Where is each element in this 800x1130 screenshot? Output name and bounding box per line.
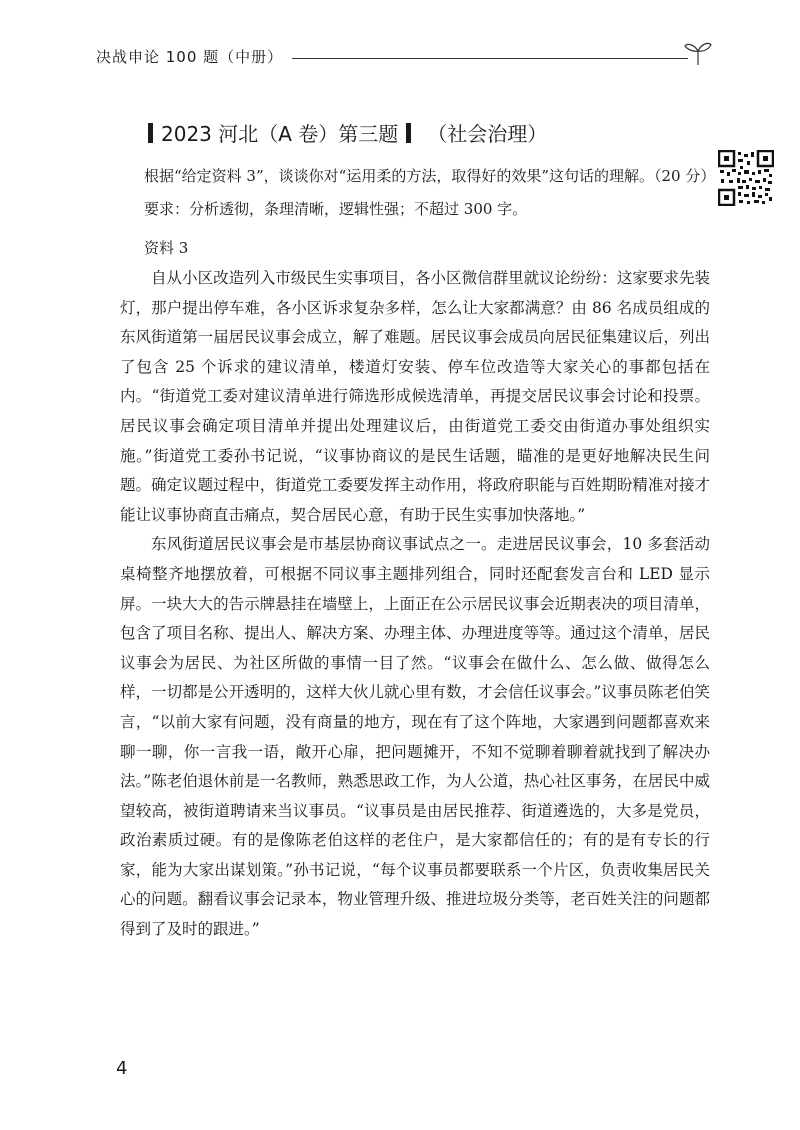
question-category: （社会治理） bbox=[427, 122, 548, 146]
material-paragraph: 东风街道居民议事会是市基层协商议事试点之一。走进居民议事会，10 多套活动桌椅整齐地摆放着，可根据不同议事主题排列组合，同时还配套发言台和 LED 显示屏。一块大大的告示牌悬挂在墙壁上，上面正在公示居民议事会近期表决的项目清单，包含了项目名称、提出人、解决方案、办理主体、办理进度等等。通过这个清单，居民议事会为居民、为社区所做的事情一目了然。“议事会在做什么、怎么做、做得怎么样，一切都是公开透明的，这样大伙儿就心里有数，才会信任议事会。”议事员陈老伯笑言，“以前大家有问题，没有商量的地方，现在有了这个阵地，大家遇到问题都喜欢来聊一聊，你一言我一语，敞开心扉，把问题摊开，不知不觉聊着聊着就找到了解决办法。”陈老伯退休前是一名教师，熟悉思政工作，为人公道，热心社区事务，在居民中威望较高，被街道聘请来当议事员。“议事员是由居民推荐、街道遴选的，大多是党员，政治素质过硬。有的是像陈老伯这样的老住户，是大家都信任的；有的是有专长的行家，能为大家出谋划策。”孙书记说，“每个议事员都要联系一个片区，负责收集居民关心的问题。翻看议事会记录本，物业管理升级、推进垃圾分类等，老百姓关注的问题都得到了及时的跟进。” bbox=[120, 535, 710, 939]
book-title: 决战申论 100 题（中册） bbox=[96, 48, 284, 66]
question-requirements: 要求：分析透彻，条理清晰，逻辑性强；不超过 300 字。 bbox=[144, 200, 528, 218]
sprout-icon bbox=[684, 40, 712, 66]
question-heading bbox=[148, 118, 547, 147]
header-rule bbox=[292, 58, 688, 59]
page-number: 4 bbox=[116, 1058, 128, 1079]
running-header bbox=[96, 44, 716, 74]
question-title: 2023 河北（A 卷）第三题 bbox=[161, 122, 399, 146]
question-prompt: 根据“给定资料 3”，谈谈你对“运用柔的方法，取得好的效果”这句话的理解。（20 分） bbox=[144, 167, 716, 185]
section-bar-icon bbox=[148, 123, 153, 143]
material-paragraph: 自从小区改造列入市级民生实事项目，各小区微信群里就议论纷纷：这家要求先装灯，那户提出停车难，各小区诉求复杂多样，怎么让大家都满意？由 86 名成员组成的东风街道第一届居民议事会成立，解了难题。居民议事会成员向居民征集建议后，列出了包含 25 个诉求的建议清单，楼道灯安装、停车位改造等大家关心的事都包括在内。“街道党工委对建议清单进行筛选形成候选清单，再提交居民议事会讨论和投票。居民议事会确定项目清单并提出处理建议后，由街道党工委交由街道办事处组织实施。”街道党工委孙书记说，“议事协商议的是民生话题，瞄准的是更好地解决民生问题。确定议题过程中，街道党工委要发挥主动作用，将政府职能与百姓期盼精准对接才能让议事协商直击痛点，契合居民心意，有助于民生实事加快落地。” bbox=[120, 269, 710, 524]
section-bar-icon bbox=[406, 123, 411, 143]
qr-code-icon[interactable] bbox=[718, 150, 774, 206]
material-body bbox=[120, 264, 710, 945]
material-heading: 资料 3 bbox=[144, 239, 189, 257]
